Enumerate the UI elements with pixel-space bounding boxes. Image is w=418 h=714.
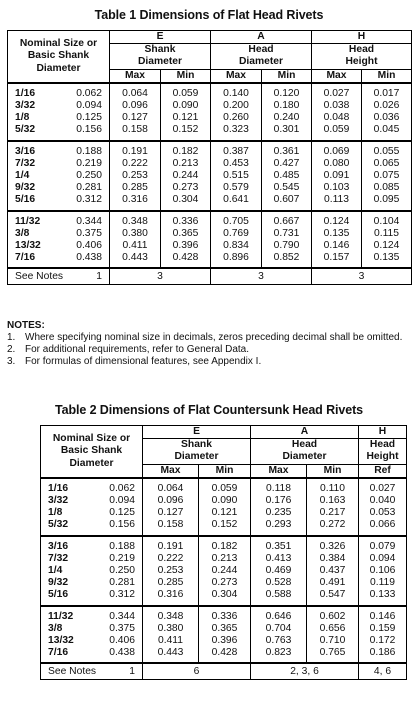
see-notes-value: 4, 6 xyxy=(359,663,407,680)
cell-value: 0.121 xyxy=(199,507,251,519)
dimension-label xyxy=(359,439,407,464)
cell-value: 0.443 xyxy=(110,252,161,268)
dimension-label xyxy=(110,44,211,69)
table-row xyxy=(41,647,407,663)
dimension-letter-h: H xyxy=(359,426,407,439)
cell-value: 0.091 xyxy=(312,170,362,182)
notes-section xyxy=(7,320,411,368)
cell-value: 0.427 xyxy=(262,158,312,170)
nominal-decimal: 0.062 xyxy=(56,83,110,100)
cell-value: 0.075 xyxy=(362,170,412,182)
table-row xyxy=(41,519,407,535)
cell-value: 0.547 xyxy=(307,589,359,605)
nominal-size-header xyxy=(41,426,143,478)
nominal-decimal: 0.312 xyxy=(56,194,110,210)
cell-value: 0.301 xyxy=(262,124,312,140)
note-text: Where specifying nominal size in decimals, zeros preceding decimal shall be omitted. xyxy=(25,332,403,343)
note-text: For formulas of dimensional features, see Appendix I. xyxy=(25,356,262,367)
nominal-header-line: Basic Shank xyxy=(60,445,123,457)
cell-value: 0.094 xyxy=(359,553,407,565)
cell-value: 0.428 xyxy=(161,252,211,268)
dimension-label xyxy=(143,439,251,464)
nominal-fraction: 1/4 xyxy=(41,565,89,577)
cell-value: 0.316 xyxy=(110,194,161,210)
dimension-letter-a: A xyxy=(211,31,312,44)
cell-value: 0.133 xyxy=(359,589,407,605)
cell-value: 0.469 xyxy=(251,565,307,577)
cell-value: 0.336 xyxy=(161,211,211,228)
see-notes-nominal: 1 xyxy=(56,268,110,285)
nominal-fraction: 11/32 xyxy=(41,606,89,623)
cell-value: 0.765 xyxy=(307,647,359,663)
cell-value: 0.852 xyxy=(262,252,312,268)
subheader-min: Min xyxy=(161,69,211,83)
dimension-label-line: Head xyxy=(291,439,318,451)
nominal-fraction: 3/8 xyxy=(8,228,56,240)
nominal-decimal: 0.094 xyxy=(89,495,143,507)
cell-value: 0.127 xyxy=(110,112,161,124)
cell-value: 0.763 xyxy=(251,635,307,647)
nominal-decimal: 0.125 xyxy=(89,507,143,519)
cell-value: 0.244 xyxy=(161,170,211,182)
see-notes-value: 3 xyxy=(211,268,312,285)
nominal-decimal: 0.219 xyxy=(89,553,143,565)
cell-value: 0.213 xyxy=(161,158,211,170)
nominal-decimal: 0.188 xyxy=(89,536,143,553)
nominal-fraction: 13/32 xyxy=(41,635,89,647)
cell-value: 0.026 xyxy=(362,100,412,112)
cell-value: 0.036 xyxy=(362,112,412,124)
nominal-decimal: 0.406 xyxy=(56,240,110,252)
cell-value: 0.667 xyxy=(262,211,312,228)
nominal-fraction: 7/32 xyxy=(8,158,56,170)
table1-title: Table 1 Dimensions of Flat Head Rivets xyxy=(94,8,324,22)
table-row xyxy=(41,623,407,635)
cell-value: 0.244 xyxy=(199,565,251,577)
nominal-decimal: 0.250 xyxy=(89,565,143,577)
cell-value: 0.646 xyxy=(251,606,307,623)
table-row xyxy=(8,112,412,124)
nominal-decimal: 0.312 xyxy=(89,589,143,605)
cell-value: 0.823 xyxy=(251,647,307,663)
cell-value: 0.038 xyxy=(312,100,362,112)
cell-value: 0.146 xyxy=(312,240,362,252)
header-row xyxy=(8,31,412,44)
cell-value: 0.285 xyxy=(110,182,161,194)
cell-value: 0.118 xyxy=(251,478,307,495)
note-item xyxy=(7,356,411,368)
table-row xyxy=(41,536,407,553)
cell-value: 0.588 xyxy=(251,589,307,605)
note-item xyxy=(7,344,411,356)
cell-value: 0.121 xyxy=(161,112,211,124)
nominal-decimal: 0.062 xyxy=(89,478,143,495)
cell-value: 0.158 xyxy=(110,124,161,140)
nominal-decimal: 0.344 xyxy=(56,211,110,228)
see-notes-row xyxy=(8,268,412,285)
nominal-fraction: 9/32 xyxy=(8,182,56,194)
nominal-size-header xyxy=(8,31,110,83)
cell-value: 0.253 xyxy=(110,170,161,182)
subheader-min: Min xyxy=(199,464,251,478)
cell-value: 0.443 xyxy=(143,647,199,663)
see-notes-label: See Notes xyxy=(8,268,56,285)
cell-value: 0.048 xyxy=(312,112,362,124)
cell-value: 0.090 xyxy=(161,100,211,112)
dimension-label-line: Head xyxy=(369,439,396,451)
cell-value: 0.180 xyxy=(262,100,312,112)
table-row xyxy=(8,141,412,158)
cell-value: 0.163 xyxy=(307,495,359,507)
nominal-decimal: 0.281 xyxy=(56,182,110,194)
dimension-letter-e: E xyxy=(110,31,211,44)
cell-value: 0.135 xyxy=(312,228,362,240)
table-row xyxy=(41,577,407,589)
dimension-label xyxy=(211,44,312,69)
see-notes-value: 3 xyxy=(312,268,412,285)
cell-value: 0.411 xyxy=(143,635,199,647)
cell-value: 0.348 xyxy=(143,606,199,623)
cell-value: 0.182 xyxy=(199,536,251,553)
cell-value: 0.396 xyxy=(199,635,251,647)
cell-value: 0.152 xyxy=(199,519,251,535)
cell-value: 0.428 xyxy=(199,647,251,663)
subheader-ref: Ref xyxy=(359,464,407,478)
dimension-label xyxy=(312,44,412,69)
cell-value: 0.040 xyxy=(359,495,407,507)
table-row xyxy=(41,495,407,507)
note-number: 2. xyxy=(7,344,16,355)
nominal-decimal: 0.375 xyxy=(89,623,143,635)
subheader-min: Min xyxy=(307,464,359,478)
cell-value: 0.182 xyxy=(161,141,211,158)
nominal-fraction: 13/32 xyxy=(8,240,56,252)
nominal-decimal: 0.188 xyxy=(56,141,110,158)
nominal-decimal: 0.344 xyxy=(89,606,143,623)
cell-value: 0.731 xyxy=(262,228,312,240)
table-row xyxy=(8,83,412,100)
cell-value: 0.096 xyxy=(110,100,161,112)
nominal-fraction: 3/16 xyxy=(41,536,89,553)
cell-value: 0.579 xyxy=(211,182,262,194)
table-row xyxy=(41,589,407,605)
nominal-fraction: 7/32 xyxy=(41,553,89,565)
see-notes-row xyxy=(41,663,407,680)
cell-value: 0.158 xyxy=(143,519,199,535)
nominal-decimal: 0.250 xyxy=(56,170,110,182)
cell-value: 0.059 xyxy=(199,478,251,495)
cell-value: 0.115 xyxy=(362,228,412,240)
table-row xyxy=(41,635,407,647)
cell-value: 0.080 xyxy=(312,158,362,170)
dimension-label-line: Shank xyxy=(181,439,212,451)
cell-value: 0.380 xyxy=(143,623,199,635)
cell-value: 0.157 xyxy=(312,252,362,268)
cell-value: 0.064 xyxy=(143,478,199,495)
cell-value: 0.059 xyxy=(161,83,211,100)
cell-value: 0.361 xyxy=(262,141,312,158)
cell-value: 0.336 xyxy=(199,606,251,623)
cell-value: 0.769 xyxy=(211,228,262,240)
subheader-max: Max xyxy=(312,69,362,83)
table1 xyxy=(7,30,412,285)
cell-value: 0.200 xyxy=(211,100,262,112)
subheader-max: Max xyxy=(251,464,307,478)
cell-value: 0.396 xyxy=(161,240,211,252)
cell-value: 0.285 xyxy=(143,577,199,589)
table-row xyxy=(41,565,407,577)
note-number: 3. xyxy=(7,356,16,367)
cell-value: 0.834 xyxy=(211,240,262,252)
table-row xyxy=(8,211,412,228)
cell-value: 0.085 xyxy=(362,182,412,194)
table-row xyxy=(41,553,407,565)
dimension-label xyxy=(251,439,359,464)
nominal-fraction: 9/32 xyxy=(41,577,89,589)
cell-value: 0.191 xyxy=(143,536,199,553)
cell-value: 0.348 xyxy=(110,211,161,228)
cell-value: 0.159 xyxy=(359,623,407,635)
cell-value: 0.273 xyxy=(199,577,251,589)
subheader-max: Max xyxy=(110,69,161,83)
cell-value: 0.896 xyxy=(211,252,262,268)
dimension-label-line: Diameter xyxy=(238,56,284,68)
table-row xyxy=(41,507,407,519)
cell-value: 0.186 xyxy=(359,647,407,663)
cell-value: 0.069 xyxy=(312,141,362,158)
dimension-letter-a: A xyxy=(251,426,359,439)
nominal-fraction: 3/32 xyxy=(8,100,56,112)
notes-heading: NOTES: xyxy=(7,320,45,331)
nominal-header-line: Nominal Size or xyxy=(52,433,131,445)
cell-value: 0.437 xyxy=(307,565,359,577)
cell-value: 0.384 xyxy=(307,553,359,565)
table-row xyxy=(8,252,412,268)
cell-value: 0.411 xyxy=(110,240,161,252)
cell-value: 0.120 xyxy=(262,83,312,100)
table-row xyxy=(8,240,412,252)
cell-value: 0.217 xyxy=(307,507,359,519)
note-item xyxy=(7,332,411,344)
cell-value: 0.656 xyxy=(307,623,359,635)
cell-value: 0.351 xyxy=(251,536,307,553)
cell-value: 0.453 xyxy=(211,158,262,170)
nominal-decimal: 0.375 xyxy=(56,228,110,240)
nominal-fraction: 5/16 xyxy=(41,589,89,605)
cell-value: 0.096 xyxy=(143,495,199,507)
cell-value: 0.710 xyxy=(307,635,359,647)
nominal-decimal: 0.438 xyxy=(89,647,143,663)
cell-value: 0.323 xyxy=(211,124,262,140)
cell-value: 0.172 xyxy=(359,635,407,647)
cell-value: 0.272 xyxy=(307,519,359,535)
cell-value: 0.055 xyxy=(362,141,412,158)
cell-value: 0.213 xyxy=(199,553,251,565)
cell-value: 0.113 xyxy=(312,194,362,210)
cell-value: 0.380 xyxy=(110,228,161,240)
dimension-label-line: Height xyxy=(345,56,378,68)
cell-value: 0.045 xyxy=(362,124,412,140)
nominal-fraction: 1/4 xyxy=(8,170,56,182)
nominal-fraction: 3/16 xyxy=(8,141,56,158)
nominal-fraction: 7/16 xyxy=(8,252,56,268)
table-row xyxy=(8,170,412,182)
dimension-label-line: Shank xyxy=(144,44,176,56)
note-number: 1. xyxy=(7,332,16,343)
cell-value: 0.293 xyxy=(251,519,307,535)
nominal-decimal: 0.281 xyxy=(89,577,143,589)
cell-value: 0.491 xyxy=(307,577,359,589)
nominal-header-line: Nominal Size or xyxy=(19,38,98,50)
cell-value: 0.304 xyxy=(161,194,211,210)
dimension-label-line: Diameter xyxy=(282,451,327,463)
dimension-label-line: Head xyxy=(248,44,274,56)
cell-value: 0.326 xyxy=(307,536,359,553)
nominal-fraction: 5/32 xyxy=(41,519,89,535)
cell-value: 0.146 xyxy=(359,606,407,623)
cell-value: 0.066 xyxy=(359,519,407,535)
nominal-header-line: Diameter xyxy=(36,62,81,74)
cell-value: 0.059 xyxy=(312,124,362,140)
nominal-decimal: 0.438 xyxy=(56,252,110,268)
cell-value: 0.103 xyxy=(312,182,362,194)
nominal-fraction: 1/16 xyxy=(41,478,89,495)
cell-value: 0.191 xyxy=(110,141,161,158)
cell-value: 0.545 xyxy=(262,182,312,194)
header-row xyxy=(41,426,407,439)
cell-value: 0.528 xyxy=(251,577,307,589)
nominal-decimal: 0.406 xyxy=(89,635,143,647)
see-notes-value: 6 xyxy=(143,663,251,680)
see-notes-nominal: 1 xyxy=(89,663,143,680)
dimension-letter-e: E xyxy=(143,426,251,439)
nominal-header-line: Diameter xyxy=(69,457,114,469)
cell-value: 0.641 xyxy=(211,194,262,210)
cell-value: 0.104 xyxy=(362,211,412,228)
table-row xyxy=(8,228,412,240)
dimension-letter-h: H xyxy=(312,31,412,44)
cell-value: 0.095 xyxy=(362,194,412,210)
nominal-fraction: 3/32 xyxy=(41,495,89,507)
dimension-label-line: Diameter xyxy=(174,451,219,463)
see-notes-label: See Notes xyxy=(41,663,89,680)
nominal-fraction: 5/16 xyxy=(8,194,56,210)
cell-value: 0.176 xyxy=(251,495,307,507)
cell-value: 0.240 xyxy=(262,112,312,124)
table-row xyxy=(8,124,412,140)
dimension-label-line: Diameter xyxy=(137,56,183,68)
cell-value: 0.316 xyxy=(143,589,199,605)
nominal-fraction: 1/16 xyxy=(8,83,56,100)
cell-value: 0.607 xyxy=(262,194,312,210)
cell-value: 0.790 xyxy=(262,240,312,252)
cell-value: 0.106 xyxy=(359,565,407,577)
subheader-min: Min xyxy=(262,69,312,83)
cell-value: 0.260 xyxy=(211,112,262,124)
cell-value: 0.222 xyxy=(110,158,161,170)
nominal-decimal: 0.156 xyxy=(56,124,110,140)
subheader-max: Max xyxy=(211,69,262,83)
cell-value: 0.222 xyxy=(143,553,199,565)
cell-value: 0.065 xyxy=(362,158,412,170)
cell-value: 0.110 xyxy=(307,478,359,495)
cell-value: 0.602 xyxy=(307,606,359,623)
nominal-decimal: 0.219 xyxy=(56,158,110,170)
note-text: For additional requirements, refer to General Data. xyxy=(25,344,249,355)
cell-value: 0.124 xyxy=(312,211,362,228)
cell-value: 0.135 xyxy=(362,252,412,268)
cell-value: 0.053 xyxy=(359,507,407,519)
nominal-decimal: 0.125 xyxy=(56,112,110,124)
cell-value: 0.127 xyxy=(143,507,199,519)
table-row xyxy=(8,100,412,112)
cell-value: 0.027 xyxy=(312,83,362,100)
nominal-fraction: 11/32 xyxy=(8,211,56,228)
cell-value: 0.079 xyxy=(359,536,407,553)
see-notes-value: 3 xyxy=(110,268,211,285)
cell-value: 0.365 xyxy=(161,228,211,240)
nominal-fraction: 1/8 xyxy=(8,112,56,124)
cell-value: 0.304 xyxy=(199,589,251,605)
table-row xyxy=(8,182,412,194)
table2 xyxy=(40,425,407,680)
see-notes-value: 2, 3, 6 xyxy=(251,663,359,680)
cell-value: 0.090 xyxy=(199,495,251,507)
subheader-min: Min xyxy=(362,69,412,83)
table2-title: Table 2 Dimensions of Flat Countersunk Head Rivets xyxy=(54,403,364,417)
nominal-header-line: Basic Shank xyxy=(27,50,90,62)
cell-value: 0.140 xyxy=(211,83,262,100)
cell-value: 0.485 xyxy=(262,170,312,182)
table-row xyxy=(41,606,407,623)
cell-value: 0.235 xyxy=(251,507,307,519)
table-row xyxy=(8,194,412,210)
table-row xyxy=(8,158,412,170)
cell-value: 0.273 xyxy=(161,182,211,194)
dimension-label-line: Head xyxy=(348,44,375,56)
cell-value: 0.017 xyxy=(362,83,412,100)
cell-value: 0.365 xyxy=(199,623,251,635)
nominal-decimal: 0.094 xyxy=(56,100,110,112)
subheader-max: Max xyxy=(143,464,199,478)
cell-value: 0.253 xyxy=(143,565,199,577)
cell-value: 0.705 xyxy=(211,211,262,228)
table-row xyxy=(41,478,407,495)
nominal-decimal: 0.156 xyxy=(89,519,143,535)
cell-value: 0.064 xyxy=(110,83,161,100)
cell-value: 0.387 xyxy=(211,141,262,158)
cell-value: 0.027 xyxy=(359,478,407,495)
cell-value: 0.119 xyxy=(359,577,407,589)
cell-value: 0.152 xyxy=(161,124,211,140)
dimension-label-line: Height xyxy=(366,451,399,463)
cell-value: 0.515 xyxy=(211,170,262,182)
nominal-fraction: 5/32 xyxy=(8,124,56,140)
cell-value: 0.704 xyxy=(251,623,307,635)
cell-value: 0.124 xyxy=(362,240,412,252)
cell-value: 0.413 xyxy=(251,553,307,565)
nominal-fraction: 7/16 xyxy=(41,647,89,663)
nominal-fraction: 1/8 xyxy=(41,507,89,519)
nominal-fraction: 3/8 xyxy=(41,623,89,635)
